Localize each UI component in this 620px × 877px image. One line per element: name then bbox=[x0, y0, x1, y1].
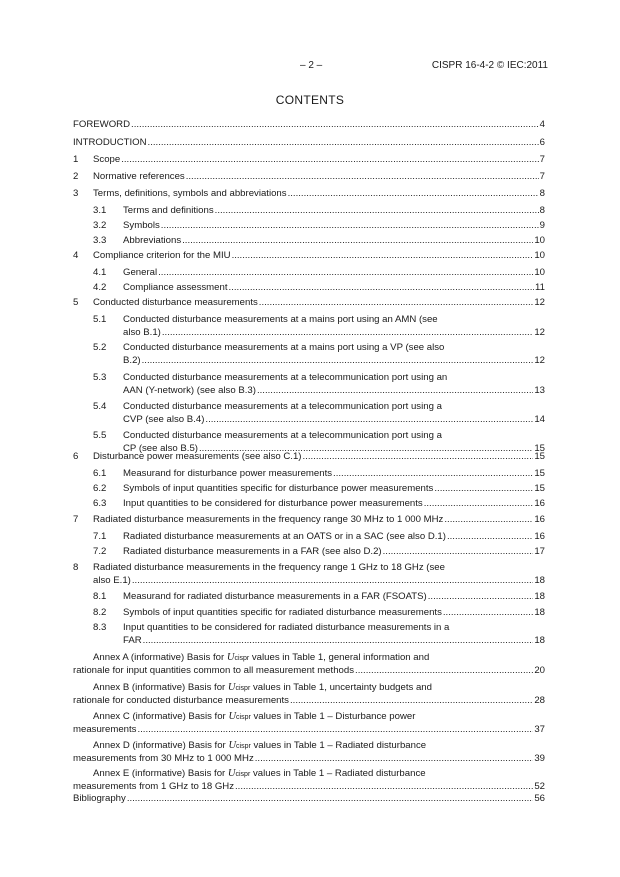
toc-number: 3.2 bbox=[93, 220, 107, 231]
toc-title: Input quantities to be considered for disturbance power measurements bbox=[123, 498, 423, 509]
toc-entry[interactable] bbox=[73, 170, 545, 183]
toc-entry[interactable] bbox=[73, 482, 545, 495]
toc-entry[interactable] bbox=[73, 513, 545, 526]
toc-page: 8 bbox=[539, 205, 545, 216]
toc-line bbox=[93, 170, 545, 183]
toc-number: 1 bbox=[73, 154, 79, 165]
toc-page: 7 bbox=[539, 171, 545, 182]
toc-entry[interactable] bbox=[73, 266, 545, 279]
toc-title: Bibliography bbox=[73, 793, 126, 804]
toc-page: 16 bbox=[534, 498, 545, 509]
toc-number: 3.1 bbox=[93, 205, 107, 216]
toc-page: 10 bbox=[534, 267, 545, 278]
toc-leader bbox=[424, 497, 534, 510]
toc-title: Radiated disturbance measurements in the frequency range 30 MHz to 1 000 MHz bbox=[93, 514, 444, 525]
toc-leader bbox=[229, 281, 535, 294]
toc-line bbox=[93, 450, 545, 463]
toc-page: 20 bbox=[534, 665, 545, 676]
toc-entry[interactable] bbox=[73, 497, 545, 510]
toc-number: 8.1 bbox=[93, 591, 107, 602]
toc-leader bbox=[148, 136, 539, 149]
toc-entry[interactable] bbox=[73, 561, 545, 586]
toc-page: 12 bbox=[534, 297, 545, 308]
toc-title: Annex E (informative) Basis for Ucispr values in Table 1 – Radiated disturbance bbox=[93, 768, 426, 779]
toc-annex-entry[interactable] bbox=[73, 651, 545, 676]
toc-leader bbox=[215, 204, 539, 217]
toc-entry[interactable] bbox=[73, 400, 545, 425]
toc-title-continued: measurements from 1 GHz to 18 GHz bbox=[73, 781, 235, 792]
toc-line bbox=[123, 234, 545, 247]
toc-title-continued: AAN (Y-network) (see also B.3) bbox=[123, 385, 256, 396]
toc-title: Conducted disturbance measurements at a telecommunication port using a bbox=[123, 430, 442, 441]
toc-page: 18 bbox=[534, 635, 545, 646]
toc-page: 13 bbox=[534, 385, 545, 396]
toc-entry[interactable] bbox=[73, 136, 545, 149]
toc-page: 56 bbox=[534, 793, 545, 804]
toc-title: Annex B (informative) Basis for Ucispr values in Table 1, uncertainty budgets and bbox=[93, 682, 432, 693]
contents-title: CONTENTS bbox=[275, 93, 345, 107]
toc-line bbox=[123, 467, 545, 480]
toc-page: 9 bbox=[539, 220, 545, 231]
toc-number: 6.2 bbox=[93, 483, 107, 494]
toc-page: 17 bbox=[534, 546, 545, 557]
toc-entry[interactable] bbox=[73, 545, 545, 558]
toc-entry[interactable] bbox=[73, 621, 545, 646]
toc-title: Radiated disturbance measurements in a FAR (see also D.2) bbox=[123, 546, 382, 557]
toc-annex-entry[interactable] bbox=[73, 739, 545, 764]
toc-line bbox=[93, 187, 545, 200]
toc-leader bbox=[288, 187, 539, 200]
toc-title: Annex D (informative) Basis for Ucispr values in Table 1 – Radiated disturbance bbox=[93, 740, 427, 751]
toc-line bbox=[123, 204, 545, 217]
toc-line bbox=[123, 384, 545, 397]
toc-page: 4 bbox=[539, 119, 545, 130]
toc-title: Compliance assessment bbox=[123, 282, 228, 293]
toc-line bbox=[73, 752, 545, 765]
toc-number: 5.2 bbox=[93, 342, 107, 353]
toc-number: 4.2 bbox=[93, 282, 107, 293]
toc-line bbox=[73, 664, 545, 677]
toc-entry[interactable] bbox=[73, 341, 545, 366]
toc-title: Conducted disturbance measurements bbox=[93, 297, 258, 308]
toc-leader bbox=[121, 153, 538, 166]
toc-title: Symbols of input quantities specific for radiated disturbance measurements bbox=[123, 607, 442, 618]
u-cispr-symbol: U bbox=[228, 711, 237, 722]
toc-number: 5.3 bbox=[93, 372, 107, 383]
toc-page: 8 bbox=[539, 188, 545, 199]
toc-title: Measurand for disturbance power measurements bbox=[123, 468, 333, 479]
toc-leader bbox=[137, 723, 533, 736]
toc-entry[interactable] bbox=[73, 204, 545, 217]
u-cispr-symbol: U bbox=[227, 682, 236, 693]
toc-entry[interactable] bbox=[73, 281, 545, 294]
toc-title-continued: rationale for conducted disturbance measurements bbox=[73, 695, 289, 706]
toc-title-continued: FAR bbox=[123, 635, 142, 646]
toc-leader bbox=[255, 752, 534, 765]
toc-leader bbox=[161, 219, 539, 232]
toc-line bbox=[123, 482, 545, 495]
toc-entry[interactable] bbox=[73, 296, 545, 309]
toc-page: 10 bbox=[534, 235, 545, 246]
toc-leader bbox=[143, 634, 534, 647]
toc-line bbox=[73, 118, 545, 131]
toc-line bbox=[73, 723, 545, 736]
toc-leader bbox=[205, 413, 533, 426]
toc-leader bbox=[443, 606, 533, 619]
toc-annex-entry[interactable] bbox=[73, 710, 545, 735]
toc-page: 7 bbox=[539, 154, 545, 165]
toc-title-continued: measurements from 30 MHz to 1 000 MHz bbox=[73, 753, 254, 764]
toc-number: 4 bbox=[73, 250, 79, 261]
toc-page: 52 bbox=[534, 781, 545, 792]
toc-title: FOREWORD bbox=[73, 119, 131, 130]
toc-title: Annex C (informative) Basis for Ucispr values in Table 1 – Disturbance power bbox=[93, 711, 416, 722]
toc-page: 12 bbox=[534, 327, 545, 338]
toc-page: 16 bbox=[534, 514, 545, 525]
toc-title: Terms and definitions bbox=[123, 205, 214, 216]
toc-page: 39 bbox=[534, 753, 545, 764]
toc-page: 15 bbox=[534, 468, 545, 479]
toc-annex-entry[interactable] bbox=[73, 681, 545, 706]
toc-line bbox=[123, 266, 545, 279]
toc-number: 5.1 bbox=[93, 314, 107, 325]
toc-entry[interactable] bbox=[73, 590, 545, 603]
toc-page: 37 bbox=[534, 724, 545, 735]
toc-entry[interactable] bbox=[73, 118, 545, 131]
toc-number: 8.3 bbox=[93, 622, 107, 633]
u-cispr-subscript: cispr bbox=[236, 714, 251, 721]
toc-line bbox=[123, 413, 545, 426]
toc-leader bbox=[142, 354, 534, 367]
toc-leader bbox=[355, 664, 533, 677]
toc-page: 14 bbox=[534, 414, 545, 425]
toc-page: 6 bbox=[539, 137, 545, 148]
toc-entry[interactable] bbox=[73, 187, 545, 200]
toc-line bbox=[123, 497, 545, 510]
toc-line bbox=[93, 296, 545, 309]
toc-line bbox=[93, 153, 545, 166]
toc-line bbox=[93, 249, 545, 262]
toc-leader bbox=[444, 513, 533, 526]
toc-entry[interactable] bbox=[73, 792, 545, 805]
toc-entry[interactable] bbox=[73, 219, 545, 232]
toc-page: 16 bbox=[534, 531, 545, 542]
toc-leader bbox=[158, 266, 533, 279]
toc-annex-entry[interactable] bbox=[73, 767, 545, 792]
toc-number: 6.1 bbox=[93, 468, 107, 479]
toc-leader bbox=[434, 482, 533, 495]
toc-title: Normative references bbox=[93, 171, 185, 182]
toc-line bbox=[123, 530, 545, 543]
toc-title: Disturbance power measurements (see also C.1) bbox=[93, 451, 302, 462]
toc-line bbox=[73, 792, 545, 805]
toc-title: Symbols of input quantities specific for disturbance power measurements bbox=[123, 483, 434, 494]
toc-entry[interactable] bbox=[73, 530, 545, 543]
toc-leader bbox=[259, 296, 534, 309]
toc-line bbox=[73, 694, 545, 707]
toc-leader bbox=[428, 590, 534, 603]
toc-title-continued: also E.1) bbox=[93, 575, 131, 586]
toc-title-continued: measurements bbox=[73, 724, 137, 735]
u-cispr-symbol: U bbox=[227, 768, 236, 779]
u-cispr-symbol: U bbox=[228, 740, 237, 751]
toc-leader bbox=[186, 170, 539, 183]
toc-title: Radiated disturbance measurements at an OATS or in a SAC (see also D.1) bbox=[123, 531, 446, 542]
toc-page: 15 bbox=[534, 451, 545, 462]
toc-leader bbox=[162, 326, 533, 339]
toc-title: Conducted disturbance measurements at a mains port using a VP (see also bbox=[123, 342, 445, 353]
toc-number: 2 bbox=[73, 171, 79, 182]
u-cispr-symbol: U bbox=[226, 652, 235, 663]
toc-leader bbox=[132, 574, 533, 587]
toc-leader bbox=[447, 530, 533, 543]
toc-page: 12 bbox=[534, 355, 545, 366]
toc-line bbox=[123, 354, 545, 367]
toc-title: Annex A (informative) Basis for Ucispr values in Table 1, general information and bbox=[93, 652, 430, 663]
toc-entry[interactable] bbox=[73, 606, 545, 619]
toc-line bbox=[123, 281, 545, 294]
toc-number: 7.2 bbox=[93, 546, 107, 557]
toc-leader bbox=[303, 450, 534, 463]
toc-page: 28 bbox=[534, 695, 545, 706]
toc-title-continued: B.2) bbox=[123, 355, 141, 366]
toc-leader bbox=[257, 384, 533, 397]
toc-line bbox=[123, 326, 545, 339]
toc-number: 5.5 bbox=[93, 430, 107, 441]
toc-line bbox=[123, 545, 545, 558]
toc-leader bbox=[182, 234, 533, 247]
toc-entry[interactable] bbox=[73, 249, 545, 262]
toc-page: 15 bbox=[534, 483, 545, 494]
toc-title: Measurand for radiated disturbance measurements in a FAR (FSOATS) bbox=[123, 591, 427, 602]
toc-title: Input quantities to be considered for radiated disturbance measurements in a bbox=[123, 622, 450, 633]
toc-line bbox=[123, 219, 545, 232]
toc-entry[interactable] bbox=[73, 234, 545, 247]
document-reference: CISPR 16-4-2 © IEC:2011 bbox=[431, 60, 548, 71]
toc-title-continued: CP (see also B.5) bbox=[123, 443, 199, 454]
toc-number: 3.3 bbox=[93, 235, 107, 246]
toc-title: Terms, definitions, symbols and abbreviations bbox=[93, 188, 287, 199]
toc-entry[interactable] bbox=[73, 371, 545, 396]
toc-number: 6.3 bbox=[93, 498, 107, 509]
toc-number: 7.1 bbox=[93, 531, 107, 542]
toc-title: Abbreviations bbox=[123, 235, 182, 246]
toc-title: Compliance criterion for the MIU bbox=[93, 250, 231, 261]
u-cispr-subscript: cispr bbox=[235, 771, 251, 778]
toc-page: 10 bbox=[534, 250, 545, 261]
toc-leader bbox=[333, 467, 533, 480]
toc-line bbox=[123, 634, 545, 647]
toc-page: 18 bbox=[534, 607, 545, 618]
toc-line bbox=[93, 513, 545, 526]
toc-number: 8 bbox=[73, 562, 79, 573]
toc-title: General bbox=[123, 267, 158, 278]
toc-title: INTRODUCTION bbox=[73, 137, 147, 148]
toc-number: 3 bbox=[73, 188, 79, 199]
toc-line bbox=[93, 574, 545, 587]
toc-page: 18 bbox=[534, 591, 545, 602]
toc-title: Radiated disturbance measurements in the frequency range 1 GHz to 18 GHz (see bbox=[93, 562, 445, 573]
toc-page: 15 bbox=[534, 443, 545, 454]
toc-leader bbox=[290, 694, 533, 707]
toc-leader bbox=[232, 249, 534, 262]
toc-page: 11 bbox=[535, 282, 545, 293]
toc-number: 5 bbox=[73, 297, 79, 308]
toc-number: 4.1 bbox=[93, 267, 107, 278]
toc-entry[interactable] bbox=[73, 153, 545, 166]
toc-entry[interactable] bbox=[73, 450, 545, 463]
toc-title: Conducted disturbance measurements at a mains port using an AMN (see bbox=[123, 314, 438, 325]
toc-line bbox=[123, 606, 545, 619]
toc-line bbox=[123, 590, 545, 603]
u-cispr-subscript: cispr bbox=[234, 655, 250, 662]
toc-number: 5.4 bbox=[93, 401, 107, 412]
toc-leader bbox=[383, 545, 534, 558]
u-cispr-subscript: cispr bbox=[235, 685, 251, 692]
toc-number: 8.2 bbox=[93, 607, 107, 618]
toc-entry[interactable] bbox=[73, 313, 545, 338]
page-number: – 2 – bbox=[300, 60, 323, 71]
toc-entry[interactable] bbox=[73, 429, 545, 454]
toc-title-continued: CVP (see also B.4) bbox=[123, 414, 205, 425]
u-cispr-subscript: cispr bbox=[236, 743, 251, 750]
toc-line bbox=[73, 136, 545, 149]
toc-title-continued: also B.1) bbox=[123, 327, 161, 338]
toc-title: Conducted disturbance measurements at a telecommunication port using an bbox=[123, 372, 448, 383]
toc-number: 6 bbox=[73, 451, 79, 462]
toc-title: Scope bbox=[93, 154, 121, 165]
toc-leader bbox=[131, 118, 539, 131]
toc-page: 18 bbox=[534, 575, 545, 586]
toc-title: Symbols bbox=[123, 220, 160, 231]
toc-title-continued: rationale for input quantities common to all measurement methods bbox=[73, 665, 355, 676]
toc-title: Conducted disturbance measurements at a telecommunication port using a bbox=[123, 401, 442, 412]
toc-leader bbox=[127, 792, 534, 805]
toc-entry[interactable] bbox=[73, 467, 545, 480]
toc-number: 7 bbox=[73, 514, 79, 525]
